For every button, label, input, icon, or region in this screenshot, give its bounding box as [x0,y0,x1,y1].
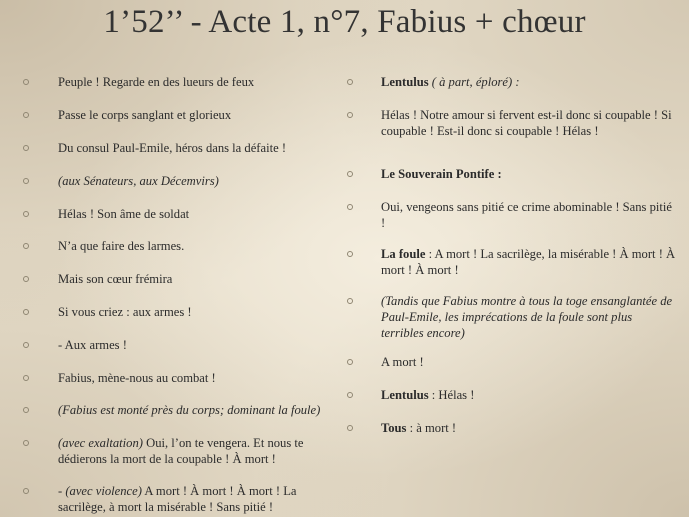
bullet-icon [23,211,29,217]
line-text: Mais son cœur frémira [58,272,173,286]
speaker-line: Tous : à mort ! [381,421,457,435]
bullet-icon [23,309,29,315]
bullet-icon [347,171,353,177]
slide-title: 1’52’’ - Acte 1, n°7, Fabius + chœur [103,4,586,40]
bullet-icon [23,440,29,446]
line-text: Oui, vengeons sans pitié ce crime abominable ! Sans pitié ! [381,200,672,230]
line-text: - (avec violence) A mort ! À mort ! À mort ! La sacrilège, à mort la misérable ! Sans pitié ! [58,484,297,514]
bullet-icon [23,276,29,282]
speaker-line: Lentulus : Hélas ! [381,388,475,402]
bullet-icon [347,359,353,365]
stage-direction: (Tandis que Fabius montre à tous la toge ensanglantée de Paul-Emile, les imprécations de la foule sont plus terribles encore) [381,294,673,340]
line-text: Passe le corps sanglant et glorieux [58,108,232,122]
stage-direction: (Fabius est monté près du corps; dominant la foule) [58,403,321,417]
line-text: Si vous criez : aux armes ! [58,305,192,319]
speaker-line: Lentulus ( à part, éploré) : [381,75,520,89]
bullet-icon [347,298,353,304]
line-text: (avec exaltation) Oui, l’on te vengera. Et nous te dédierons la mort de la coupable ! À mort ! [58,436,304,466]
stage-direction: (aux Sénateurs, aux Décemvirs) [58,174,219,188]
bullet-icon [23,79,29,85]
bullet-icon [23,407,29,413]
line-text: Hélas ! Son âme de soldat [58,207,190,221]
bullet-icon [23,145,29,151]
bullet-icon [347,392,353,398]
line-text: Hélas ! Notre amour si fervent est-il donc si coupable ! Si coupable ! Est-il donc si coupable ! Hélas ! [381,108,672,138]
bullet-icon [347,204,353,210]
bullet-icon [347,251,353,257]
bullet-icon [347,425,353,431]
line-text: N’a que faire des larmes. [58,239,185,253]
bullet-icon [23,243,29,249]
bullet-icon [347,112,353,118]
line-text: Fabius, mène-nous au combat ! [58,371,216,385]
bullet-icon [347,79,353,85]
speaker-line: Le Souverain Pontife : [381,167,502,181]
bullet-icon [23,112,29,118]
bullet-icon [23,342,29,348]
line-text: - Aux armes ! [58,338,127,352]
line-text: A mort ! [381,355,424,369]
bullet-icon [23,178,29,184]
bullet-icon [23,488,29,494]
speaker-line: La foule : A mort ! La sacrilège, la misérable ! À mort ! À mort ! À mort ! [381,247,676,277]
line-text: Du consul Paul-Emile, héros dans la défaite ! [58,141,287,155]
bullet-icon [23,375,29,381]
line-text: Peuple ! Regarde en des lueurs de feux [58,75,255,89]
